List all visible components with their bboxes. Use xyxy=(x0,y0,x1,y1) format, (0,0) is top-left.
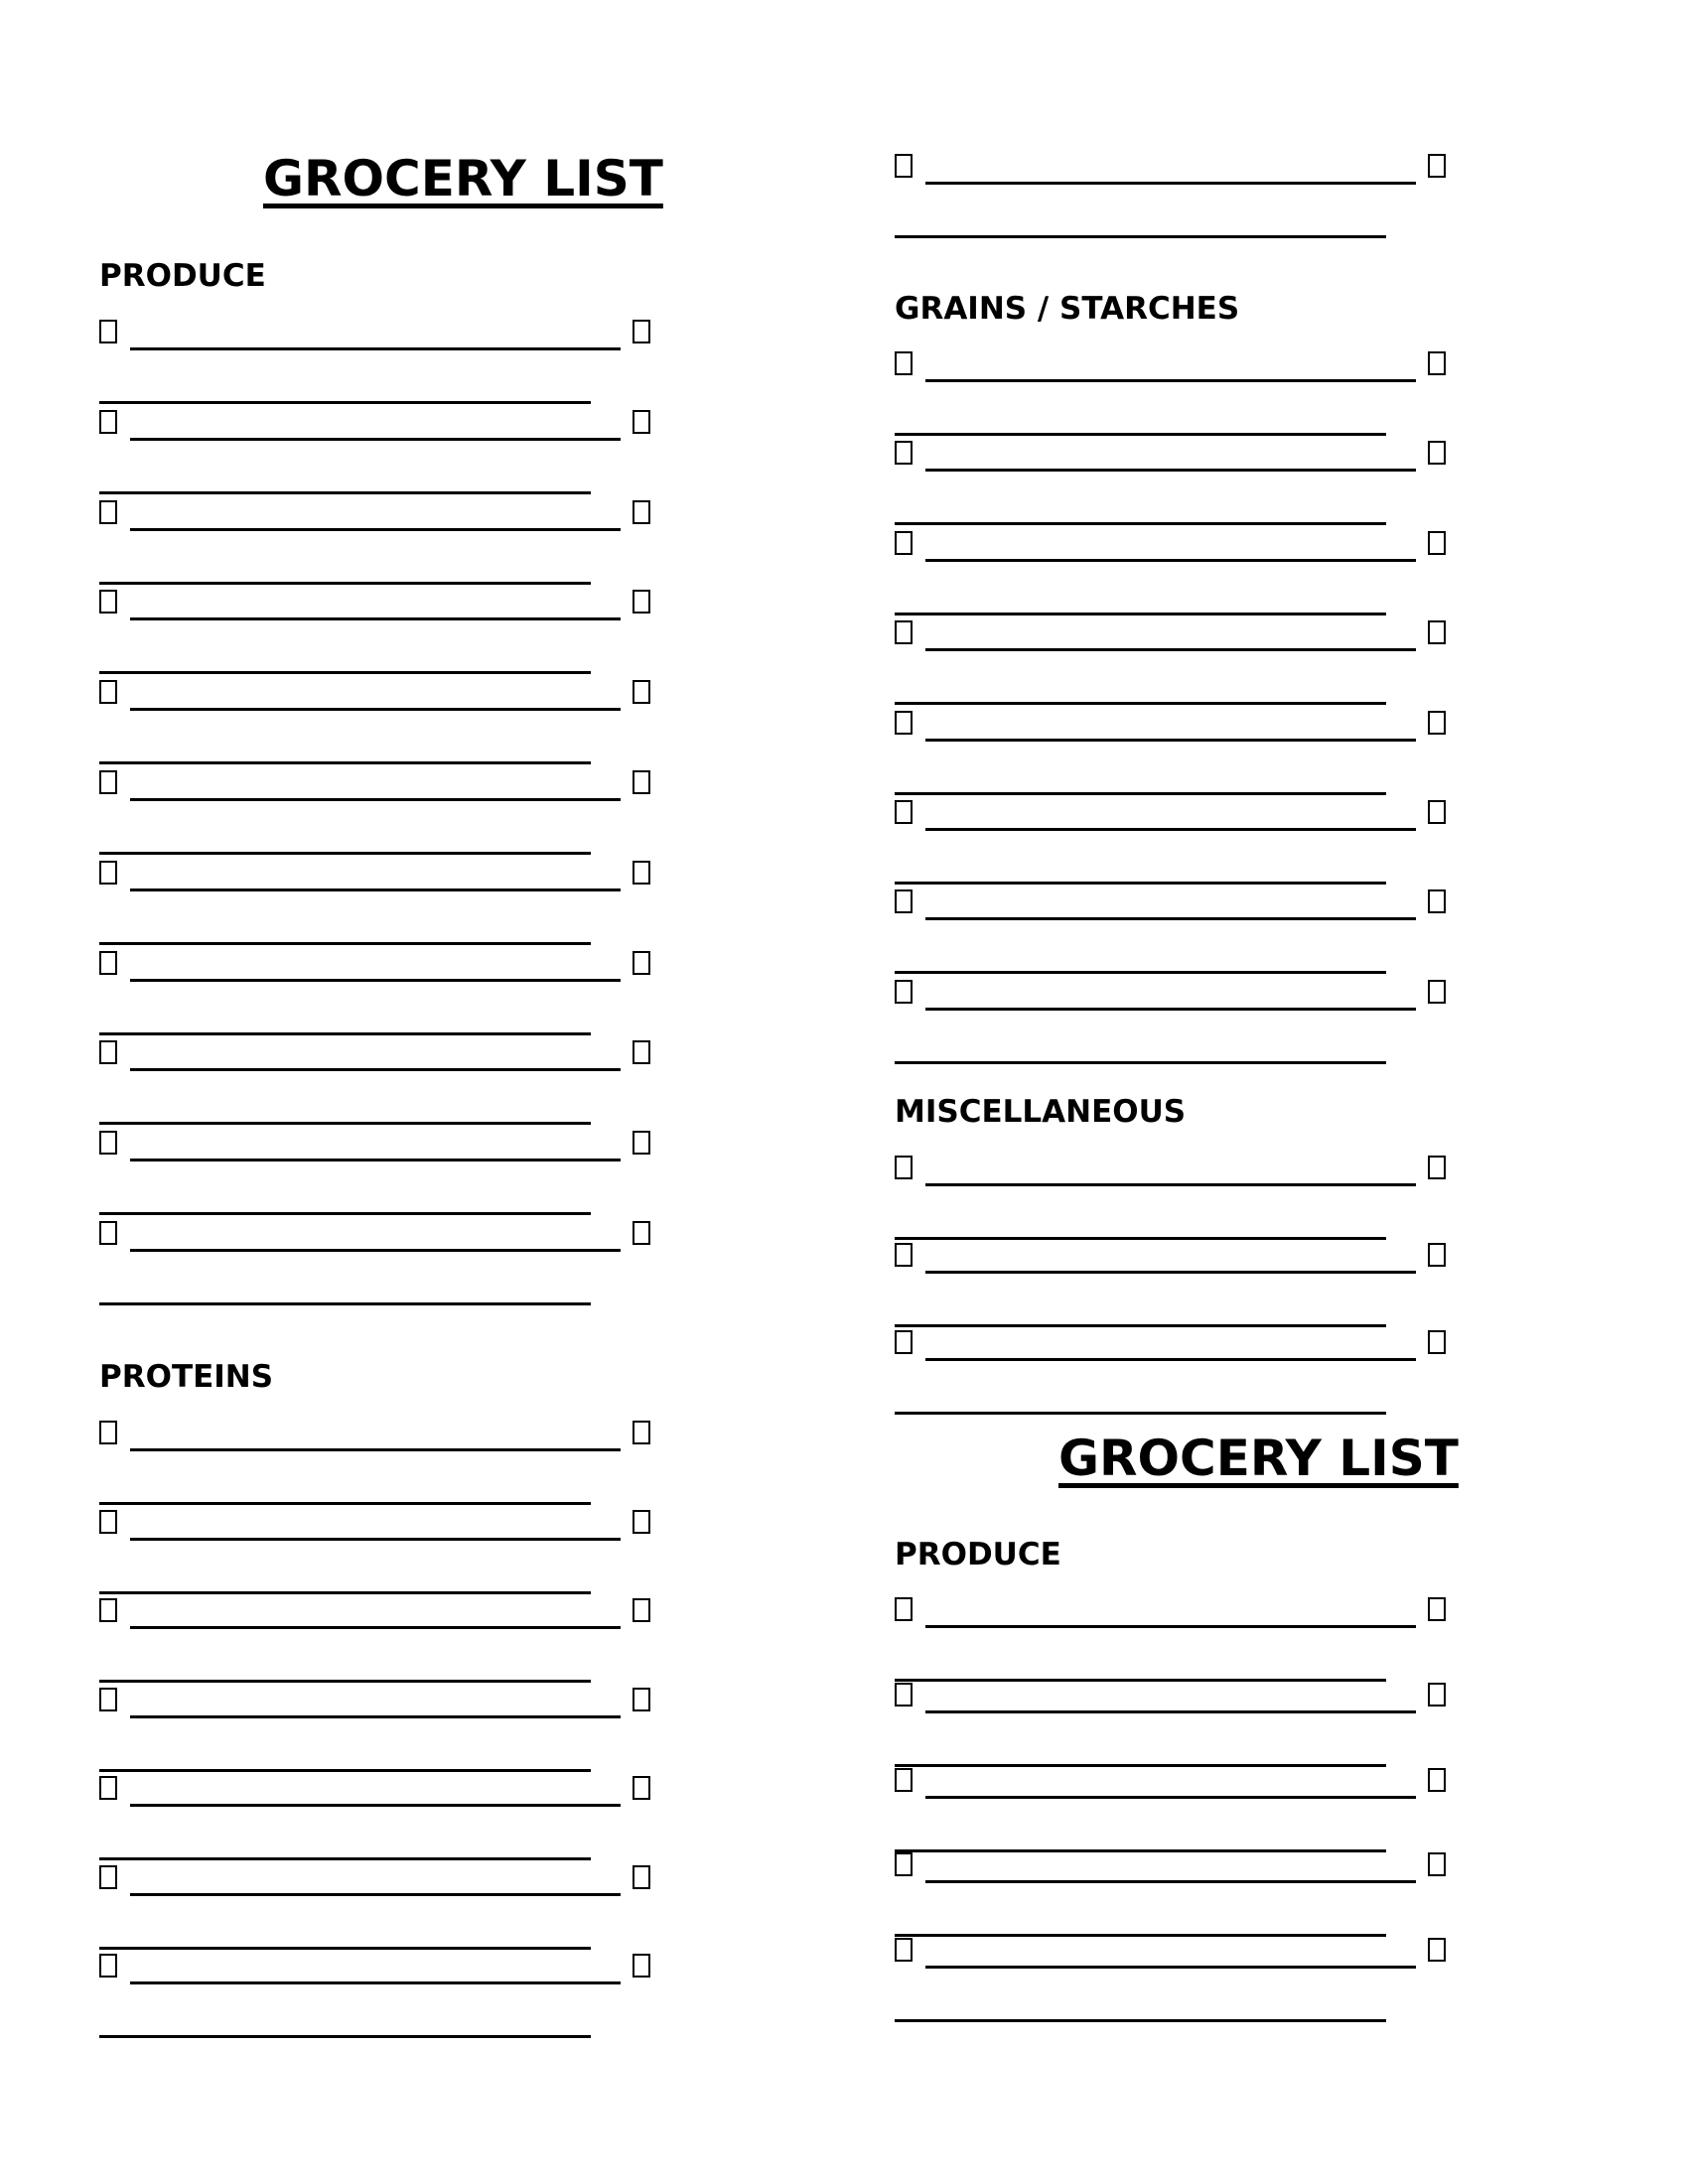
item-continuation-line[interactable] xyxy=(895,2019,1386,2022)
item-entry-line[interactable] xyxy=(925,1966,1416,1969)
produce-item-row xyxy=(99,1040,655,1130)
item-entry-line[interactable] xyxy=(925,182,1416,185)
checkbox-left[interactable] xyxy=(99,770,117,794)
item-entry-line[interactable] xyxy=(130,1626,621,1629)
grains-item-row xyxy=(895,531,1451,620)
produce2-item-row xyxy=(895,1597,1451,1687)
item-continuation-line[interactable] xyxy=(895,522,1386,525)
item-entry-line[interactable] xyxy=(925,1008,1416,1011)
checkbox-right[interactable] xyxy=(633,951,650,975)
checkbox-left[interactable] xyxy=(895,800,913,824)
item-entry-line[interactable] xyxy=(925,739,1416,742)
grains-item-row xyxy=(895,711,1451,800)
item-continuation-line[interactable] xyxy=(895,1679,1386,1682)
item-entry-line[interactable] xyxy=(130,1981,621,1984)
item-entry-line[interactable] xyxy=(130,708,621,711)
item-entry-line[interactable] xyxy=(925,379,1416,382)
proteins-item-row xyxy=(99,1510,655,1599)
item-entry-line[interactable] xyxy=(130,617,621,620)
checkbox-right[interactable] xyxy=(1428,1852,1446,1876)
item-entry-line[interactable] xyxy=(130,888,621,891)
proteins-item-row xyxy=(99,1421,655,1510)
checkbox-left[interactable] xyxy=(99,1865,117,1889)
item-continuation-line[interactable] xyxy=(895,613,1386,615)
item-entry-line[interactable] xyxy=(925,828,1416,831)
produce2-item-row xyxy=(895,1768,1451,1857)
section-heading-produce: PRODUCE xyxy=(99,258,266,294)
item-entry-line[interactable] xyxy=(130,1893,621,1896)
checkbox-left[interactable] xyxy=(99,680,117,704)
section-heading-grains: GRAINS / STARCHES xyxy=(895,291,1240,327)
proteins-item-row xyxy=(99,1954,655,2043)
checkbox-left[interactable] xyxy=(99,951,117,975)
produce-item-row xyxy=(99,1221,655,1310)
item-continuation-line[interactable] xyxy=(895,971,1386,974)
checkbox-right[interactable] xyxy=(1428,1243,1446,1267)
checkbox-right[interactable] xyxy=(633,1776,650,1800)
item-continuation-line[interactable] xyxy=(99,942,591,945)
grains-item-row xyxy=(895,800,1451,889)
item-continuation-line[interactable] xyxy=(99,761,591,764)
checkbox-right[interactable] xyxy=(633,1954,650,1978)
produce2-item-row xyxy=(895,1938,1451,2027)
item-entry-line[interactable] xyxy=(130,1448,621,1451)
checkbox-left[interactable] xyxy=(895,1330,913,1354)
checkbox-right[interactable] xyxy=(633,500,650,524)
grains-item-row xyxy=(895,980,1451,1069)
produce2-item-row xyxy=(895,1852,1451,1942)
item-entry-line[interactable] xyxy=(925,559,1416,562)
item-entry-line[interactable] xyxy=(925,1710,1416,1713)
checkbox-left[interactable] xyxy=(99,1510,117,1534)
checkbox-right[interactable] xyxy=(1428,889,1446,913)
checkbox-right[interactable] xyxy=(633,861,650,885)
item-entry-line[interactable] xyxy=(925,1625,1416,1628)
item-entry-line[interactable] xyxy=(130,1159,621,1161)
produce-item-row xyxy=(99,861,655,950)
page-title-bottom: GROCERY LIST xyxy=(1058,1430,1459,1487)
checkbox-left[interactable] xyxy=(895,711,913,735)
checkbox-left[interactable] xyxy=(895,980,913,1004)
item-continuation-line[interactable] xyxy=(99,1302,591,1305)
checkbox-left[interactable] xyxy=(99,320,117,343)
checkbox-right[interactable] xyxy=(633,1221,650,1245)
item-continuation-line[interactable] xyxy=(895,702,1386,705)
item-continuation-line[interactable] xyxy=(99,1032,591,1035)
checkbox-right[interactable] xyxy=(1428,441,1446,465)
produce-item-row xyxy=(99,320,655,409)
item-continuation-line[interactable] xyxy=(895,1412,1386,1415)
checkbox-right[interactable] xyxy=(1428,1330,1446,1354)
checkbox-left[interactable] xyxy=(895,154,913,178)
item-entry-line[interactable] xyxy=(130,1538,621,1541)
item-entry-line[interactable] xyxy=(130,1715,621,1718)
section-heading-produce-2: PRODUCE xyxy=(895,1537,1061,1572)
item-continuation-line[interactable] xyxy=(99,671,591,674)
checkbox-right[interactable] xyxy=(1428,800,1446,824)
grains-item-row xyxy=(895,351,1451,441)
checkbox-left[interactable] xyxy=(895,531,913,555)
item-entry-line[interactable] xyxy=(130,1804,621,1807)
checkbox-left[interactable] xyxy=(99,1221,117,1245)
item-entry-line[interactable] xyxy=(130,528,621,531)
checkbox-left[interactable] xyxy=(99,500,117,524)
item-entry-line[interactable] xyxy=(925,648,1416,651)
checkbox-left[interactable] xyxy=(99,1131,117,1155)
checkbox-left[interactable] xyxy=(99,590,117,614)
checkbox-left[interactable] xyxy=(99,410,117,434)
checkbox-right[interactable] xyxy=(1428,154,1446,178)
proteins-item-row xyxy=(99,1865,655,1955)
checkbox-left[interactable] xyxy=(99,1954,117,1978)
item-continuation-line[interactable] xyxy=(99,1591,591,1594)
item-continuation-line[interactable] xyxy=(99,1502,591,1505)
checkbox-right[interactable] xyxy=(1428,1768,1446,1792)
item-entry-line[interactable] xyxy=(925,469,1416,472)
item-entry-line[interactable] xyxy=(925,917,1416,920)
item-entry-line[interactable] xyxy=(130,798,621,801)
produce-item-row xyxy=(99,680,655,769)
section-heading-miscellaneous: MISCELLANEOUS xyxy=(895,1094,1187,1130)
proteins-item-row xyxy=(99,1688,655,1777)
checkbox-right[interactable] xyxy=(1428,980,1446,1004)
grains-item-row xyxy=(895,441,1451,530)
checkbox-right[interactable] xyxy=(1428,1156,1446,1179)
item-entry-line[interactable] xyxy=(925,1880,1416,1883)
checkbox-left[interactable] xyxy=(895,1852,913,1876)
checkbox-left[interactable] xyxy=(895,1156,913,1179)
grains-item-row xyxy=(895,889,1451,979)
item-continuation-line[interactable] xyxy=(895,433,1386,436)
produce-item-row xyxy=(99,500,655,590)
checkbox-left[interactable] xyxy=(895,620,913,644)
checkbox-left[interactable] xyxy=(99,1688,117,1711)
checkbox-right[interactable] xyxy=(633,590,650,614)
produce-item-row xyxy=(99,410,655,499)
checkbox-left[interactable] xyxy=(895,1683,913,1706)
item-entry-line[interactable] xyxy=(925,1358,1416,1361)
checkbox-left[interactable] xyxy=(895,1938,913,1962)
item-entry-line[interactable] xyxy=(130,438,621,441)
checkbox-right[interactable] xyxy=(633,770,650,794)
checkbox-right[interactable] xyxy=(633,1040,650,1064)
checkbox-left[interactable] xyxy=(895,889,913,913)
checkbox-right[interactable] xyxy=(1428,351,1446,375)
item-continuation-line[interactable] xyxy=(895,235,1386,238)
item-entry-line[interactable] xyxy=(130,979,621,982)
produce-item-row xyxy=(99,770,655,860)
proteins-item-row xyxy=(99,1598,655,1688)
item-continuation-line[interactable] xyxy=(99,1122,591,1125)
checkbox-right[interactable] xyxy=(633,410,650,434)
checkbox-left[interactable] xyxy=(99,1776,117,1800)
checkbox-right[interactable] xyxy=(633,1598,650,1622)
proteins-item-row xyxy=(99,1776,655,1865)
checkbox-right[interactable] xyxy=(1428,711,1446,735)
item-continuation-line[interactable] xyxy=(895,882,1386,885)
item-continuation-line[interactable] xyxy=(99,2035,591,2038)
item-entry-line[interactable] xyxy=(925,1271,1416,1274)
misc-item-row xyxy=(895,1330,1451,1420)
item-continuation-line[interactable] xyxy=(99,852,591,855)
checkbox-left[interactable] xyxy=(99,1040,117,1064)
item-continuation-line[interactable] xyxy=(895,1934,1386,1937)
checkbox-right[interactable] xyxy=(1428,620,1446,644)
checkbox-right[interactable] xyxy=(633,1865,650,1889)
item-continuation-line[interactable] xyxy=(895,1237,1386,1240)
item-continuation-line[interactable] xyxy=(99,401,591,404)
grains-item-row xyxy=(895,620,1451,710)
checkbox-right[interactable] xyxy=(1428,1938,1446,1962)
item-entry-line[interactable] xyxy=(130,1068,621,1071)
item-continuation-line[interactable] xyxy=(895,1061,1386,1064)
checkbox-left[interactable] xyxy=(895,1243,913,1267)
checkbox-right[interactable] xyxy=(633,320,650,343)
item-entry-line[interactable] xyxy=(130,347,621,350)
item-entry-line[interactable] xyxy=(925,1183,1416,1186)
item-continuation-line[interactable] xyxy=(895,1324,1386,1327)
checkbox-left[interactable] xyxy=(895,441,913,465)
checkbox-left[interactable] xyxy=(99,861,117,885)
checkbox-right[interactable] xyxy=(633,680,650,704)
checkbox-right[interactable] xyxy=(633,1131,650,1155)
item-continuation-line[interactable] xyxy=(895,1764,1386,1767)
item-continuation-line[interactable] xyxy=(99,1212,591,1215)
produce2-item-row xyxy=(895,1683,1451,1772)
produce-item-row xyxy=(99,590,655,679)
item-continuation-line[interactable] xyxy=(99,582,591,585)
checkbox-right[interactable] xyxy=(633,1688,650,1711)
item-continuation-line[interactable] xyxy=(99,1857,591,1860)
misc-item-row xyxy=(895,1243,1451,1332)
checkbox-left[interactable] xyxy=(99,1598,117,1622)
page-title-top: GROCERY LIST xyxy=(263,150,663,207)
checkbox-right[interactable] xyxy=(1428,1683,1446,1706)
item-continuation-line[interactable] xyxy=(99,1680,591,1683)
checkbox-right[interactable] xyxy=(633,1510,650,1534)
item-continuation-line[interactable] xyxy=(99,1947,591,1950)
checkbox-left[interactable] xyxy=(895,351,913,375)
checkbox-right[interactable] xyxy=(1428,531,1446,555)
checkbox-right[interactable] xyxy=(1428,1597,1446,1621)
item-continuation-line[interactable] xyxy=(99,491,591,494)
checkbox-left[interactable] xyxy=(895,1597,913,1621)
produce-item-row xyxy=(99,951,655,1040)
checkbox-left[interactable] xyxy=(99,1421,117,1444)
item-continuation-line[interactable] xyxy=(895,792,1386,795)
item-entry-line[interactable] xyxy=(130,1249,621,1252)
produce-item-row xyxy=(99,1131,655,1220)
item-continuation-line[interactable] xyxy=(99,1769,591,1772)
misc-item-row xyxy=(895,1156,1451,1245)
checkbox-right[interactable] xyxy=(633,1421,650,1444)
continued-item-row xyxy=(895,154,1451,243)
item-entry-line[interactable] xyxy=(925,1796,1416,1799)
section-heading-proteins: PROTEINS xyxy=(99,1359,274,1395)
checkbox-left[interactable] xyxy=(895,1768,913,1792)
